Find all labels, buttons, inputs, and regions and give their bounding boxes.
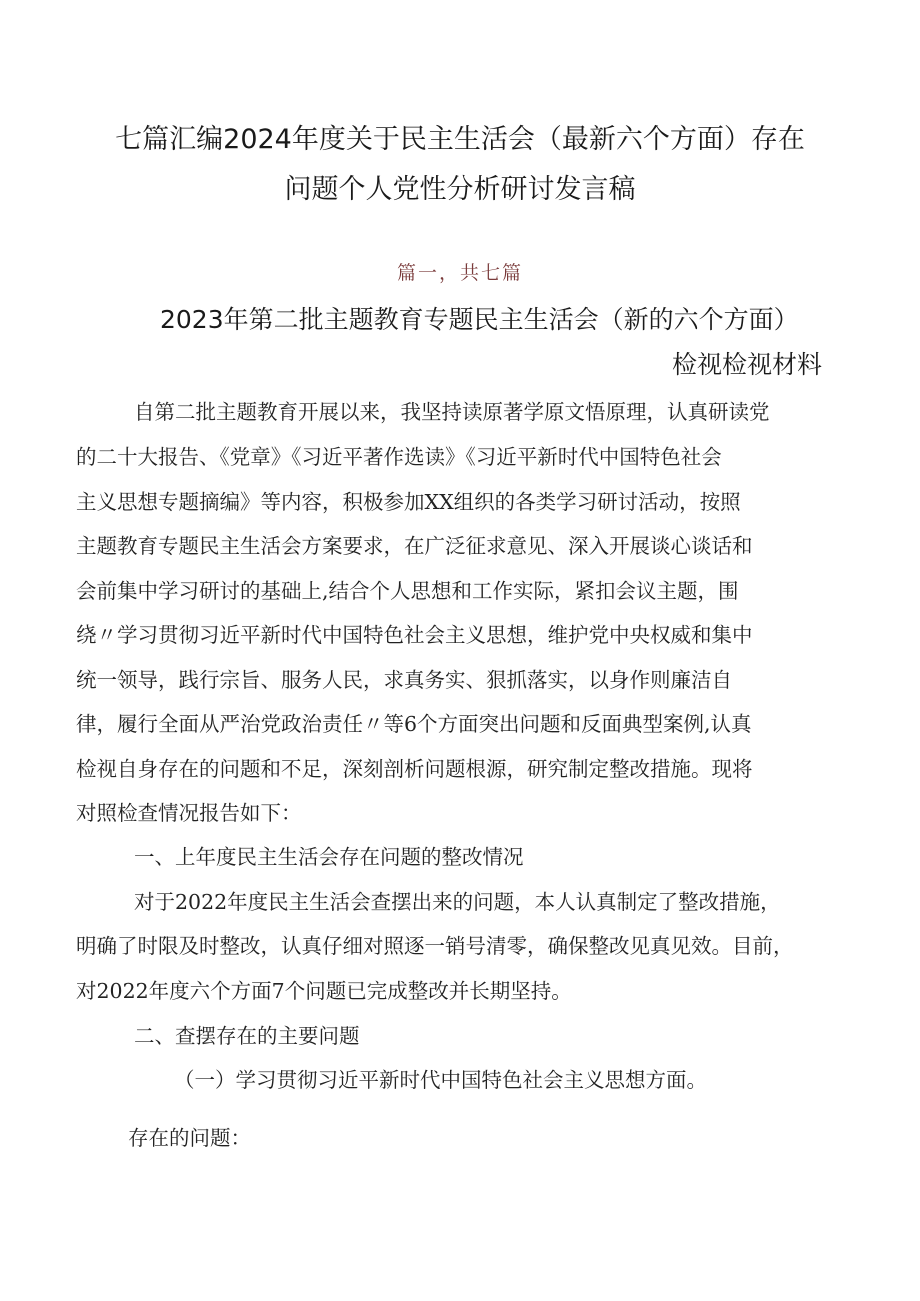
- body-line: 的二十大报告、《党章》《习近平著作选读》《习近平新时代中国特色社会: [76, 445, 722, 469]
- body-line: 检视自身存在的问题和不足，深刻剖析问题根源，研究制定整改措施。现将: [76, 757, 753, 781]
- document-title-line-2: 问题个人党性分析研讨发言稿: [284, 174, 636, 205]
- body-line: 对照检查情况报告如下：: [76, 801, 302, 825]
- document-title-line-1: 七篇汇编2024年度关于民主生活会（最新六个方面）存在: [115, 124, 805, 155]
- body-line: 主题教育专题民主生活会方案要求，在广泛征求意见、深入开展谈心谈话和: [76, 534, 753, 558]
- body-line: 自第二批主题教育开展以来，我坚持读原著学原文悟原理，认真研读党: [134, 400, 770, 424]
- body-line: 主义思想专题摘编》等内容，积极参加XX组织的各类学习研讨活动，按照: [76, 490, 741, 514]
- body-line: 明确了时限及时整改，认真仔细对照逐一销号清零，确保整改见真见效。目前，: [76, 934, 794, 958]
- subtitle-line-2: 检视检视材料: [672, 350, 823, 379]
- body-line: 对于2022年度民主生活会查摆出来的问题，本人认真制定了整改措施，: [134, 890, 781, 914]
- section-heading-1: 一、上年度民主生活会存在问题的整改情况: [134, 845, 524, 869]
- body-line: 统一领导，践行宗旨、服务人民，求真务实、狠抓落实，以身作则廉洁自: [76, 668, 732, 692]
- problems-label: 存在的问题：: [128, 1126, 251, 1150]
- body-line: 绕〃学习贯彻习近平新时代中国特色社会主义思想，维护党中央权威和集中: [76, 623, 753, 647]
- body-line: 律，履行全面从严治党政治责任〃等6个方面突出问题和反面典型案例,认真: [76, 712, 752, 736]
- subtitle-line-1: 2023年第二批主题教育专题民主生活会（新的六个方面）: [160, 305, 799, 334]
- body-line: 会前集中学习研讨的基础上,结合个人思想和工作实际，紧扣会议主题，围: [76, 579, 739, 603]
- body-line: 对2022年度六个方面7个问题已完成整改并长期坚持。: [76, 979, 572, 1003]
- subsection-heading: （一）学习贯彻习近平新时代中国特色社会主义思想方面。: [174, 1068, 707, 1092]
- section-heading-2: 二、查摆存在的主要问题: [134, 1024, 360, 1048]
- section-label: 篇一，共七篇: [396, 262, 523, 284]
